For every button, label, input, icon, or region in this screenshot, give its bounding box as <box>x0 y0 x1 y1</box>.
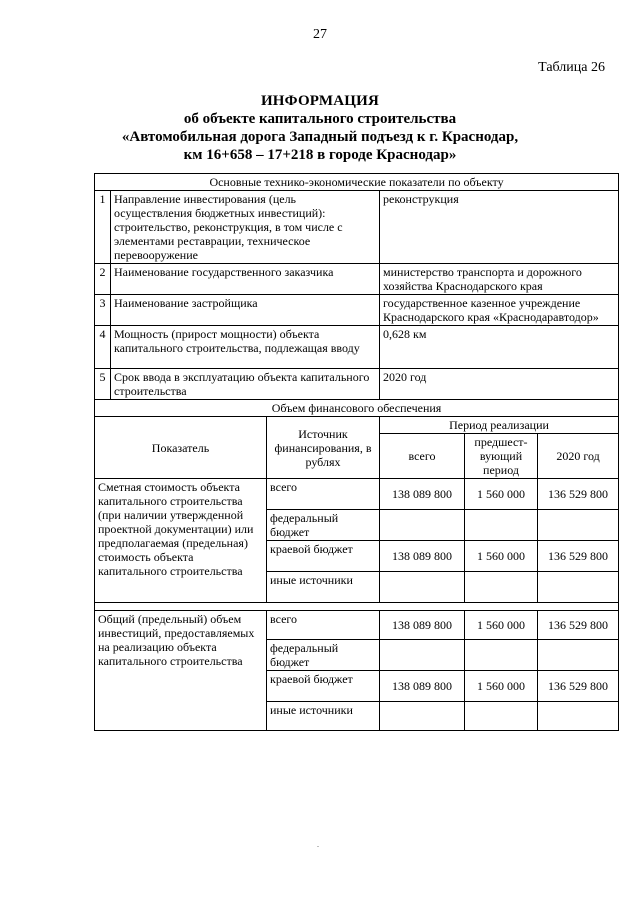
source-cell: иные источники <box>267 572 380 603</box>
previous-cell: 1 560 000 <box>465 671 538 702</box>
indicator-name: Наименование застройщика <box>111 295 380 326</box>
block-label: Общий (предельный) объем инвестиций, предоставляемых на реализацию объекта капитального строительства <box>95 611 267 731</box>
previous-cell <box>465 572 538 603</box>
col-header-previous: предшест-вующий период <box>465 434 538 479</box>
fin-header-row <box>95 417 619 434</box>
source-cell: иные источники <box>267 702 380 731</box>
col-header-total: всего <box>380 434 465 479</box>
indicator-number: 1 <box>95 191 111 264</box>
year-cell: 136 529 800 <box>538 541 619 572</box>
year-cell <box>538 510 619 541</box>
source-cell: краевой бюджет <box>267 671 380 702</box>
col-header-source: Источник финансирования, в рублях <box>267 417 380 479</box>
total-cell: 138 089 800 <box>380 479 465 510</box>
section1-header-row <box>95 174 619 191</box>
col-header-indicator: Показатель <box>95 417 267 479</box>
previous-cell: 1 560 000 <box>465 479 538 510</box>
year-cell: 136 529 800 <box>538 611 619 640</box>
year-cell: 136 529 800 <box>538 479 619 510</box>
source-cell: всего <box>267 611 380 640</box>
title-line-1: ИНФОРМАЦИЯ <box>260 93 380 109</box>
previous-cell: 1 560 000 <box>465 611 538 640</box>
section1-header: Основные технико-экономические показатели по объекту <box>95 174 619 191</box>
previous-cell <box>465 510 538 541</box>
year-cell <box>538 572 619 603</box>
table-label: Таблица 26 <box>538 60 605 75</box>
total-cell: 138 089 800 <box>380 611 465 640</box>
previous-cell: 1 560 000 <box>465 541 538 572</box>
indicator-name: Направление инвестирования (цель осуществления бюджетных инвестиций): строительство, реконструкция, в том числе с элементами реставрации, техническое перевооружение <box>111 191 380 264</box>
info-table <box>94 173 619 731</box>
year-cell <box>538 702 619 731</box>
indicator-row <box>95 191 619 264</box>
year-cell <box>538 640 619 671</box>
indicator-value: реконструкция <box>380 191 619 264</box>
col-header-year: 2020 год <box>538 434 619 479</box>
indicator-number: 2 <box>95 264 111 295</box>
total-cell <box>380 702 465 731</box>
indicator-number: 5 <box>95 369 111 400</box>
total-cell: 138 089 800 <box>380 671 465 702</box>
indicator-row <box>95 295 619 326</box>
indicator-number: 3 <box>95 295 111 326</box>
source-cell: федеральный бюджет <box>267 640 380 671</box>
source-cell: всего <box>267 479 380 510</box>
total-cell <box>380 640 465 671</box>
indicator-name: Мощность (прирост мощности) объекта капитального строительства, подлежащая вводу <box>111 326 380 369</box>
year-cell: 136 529 800 <box>538 671 619 702</box>
section2-header: Объем финансового обеспечения <box>95 400 619 417</box>
indicator-row <box>95 369 619 400</box>
source-cell: федеральный бюджет <box>267 510 380 541</box>
total-cell <box>380 510 465 541</box>
fin-row <box>95 479 619 510</box>
source-cell: краевой бюджет <box>267 541 380 572</box>
previous-cell <box>465 640 538 671</box>
previous-cell <box>465 702 538 731</box>
indicator-value: 2020 год <box>380 369 619 400</box>
indicator-number: 4 <box>95 326 111 369</box>
title-line-3: «Автомобильная дорога Западный подъезд к г. Краснодар, <box>121 129 519 145</box>
document-title <box>0 92 640 164</box>
indicator-name: Наименование государственного заказчика <box>111 264 380 295</box>
indicator-row <box>95 326 619 369</box>
block-label: Сметная стоимость объекта капитального строительства (при наличии утвержденной проектной документации) или предполагаемая (предельная) стоимость объекта капитального строительства <box>95 479 267 603</box>
total-cell <box>380 572 465 603</box>
indicator-value: министерство транспорта и дорожного хозяйства Краснодарского края <box>380 264 619 295</box>
fin-row <box>95 611 619 640</box>
indicator-value: 0,628 км <box>380 326 619 369</box>
indicator-row <box>95 264 619 295</box>
indicator-name: Срок ввода в эксплуатацию объекта капитального строительства <box>111 369 380 400</box>
title-line-4: км 16+658 – 17+218 в городе Краснодар» <box>183 147 457 163</box>
section2-header-row <box>95 400 619 417</box>
total-cell: 138 089 800 <box>380 541 465 572</box>
indicator-value: государственное казенное учреждение Краснодарского края «Краснодаравтодор» <box>380 295 619 326</box>
footer-mark: . <box>317 840 319 849</box>
page-number: 27 <box>313 27 327 42</box>
block-spacer <box>95 603 619 611</box>
col-header-period: Период реализации <box>380 417 619 434</box>
title-line-2: об объекте капитального строительства <box>183 111 457 127</box>
